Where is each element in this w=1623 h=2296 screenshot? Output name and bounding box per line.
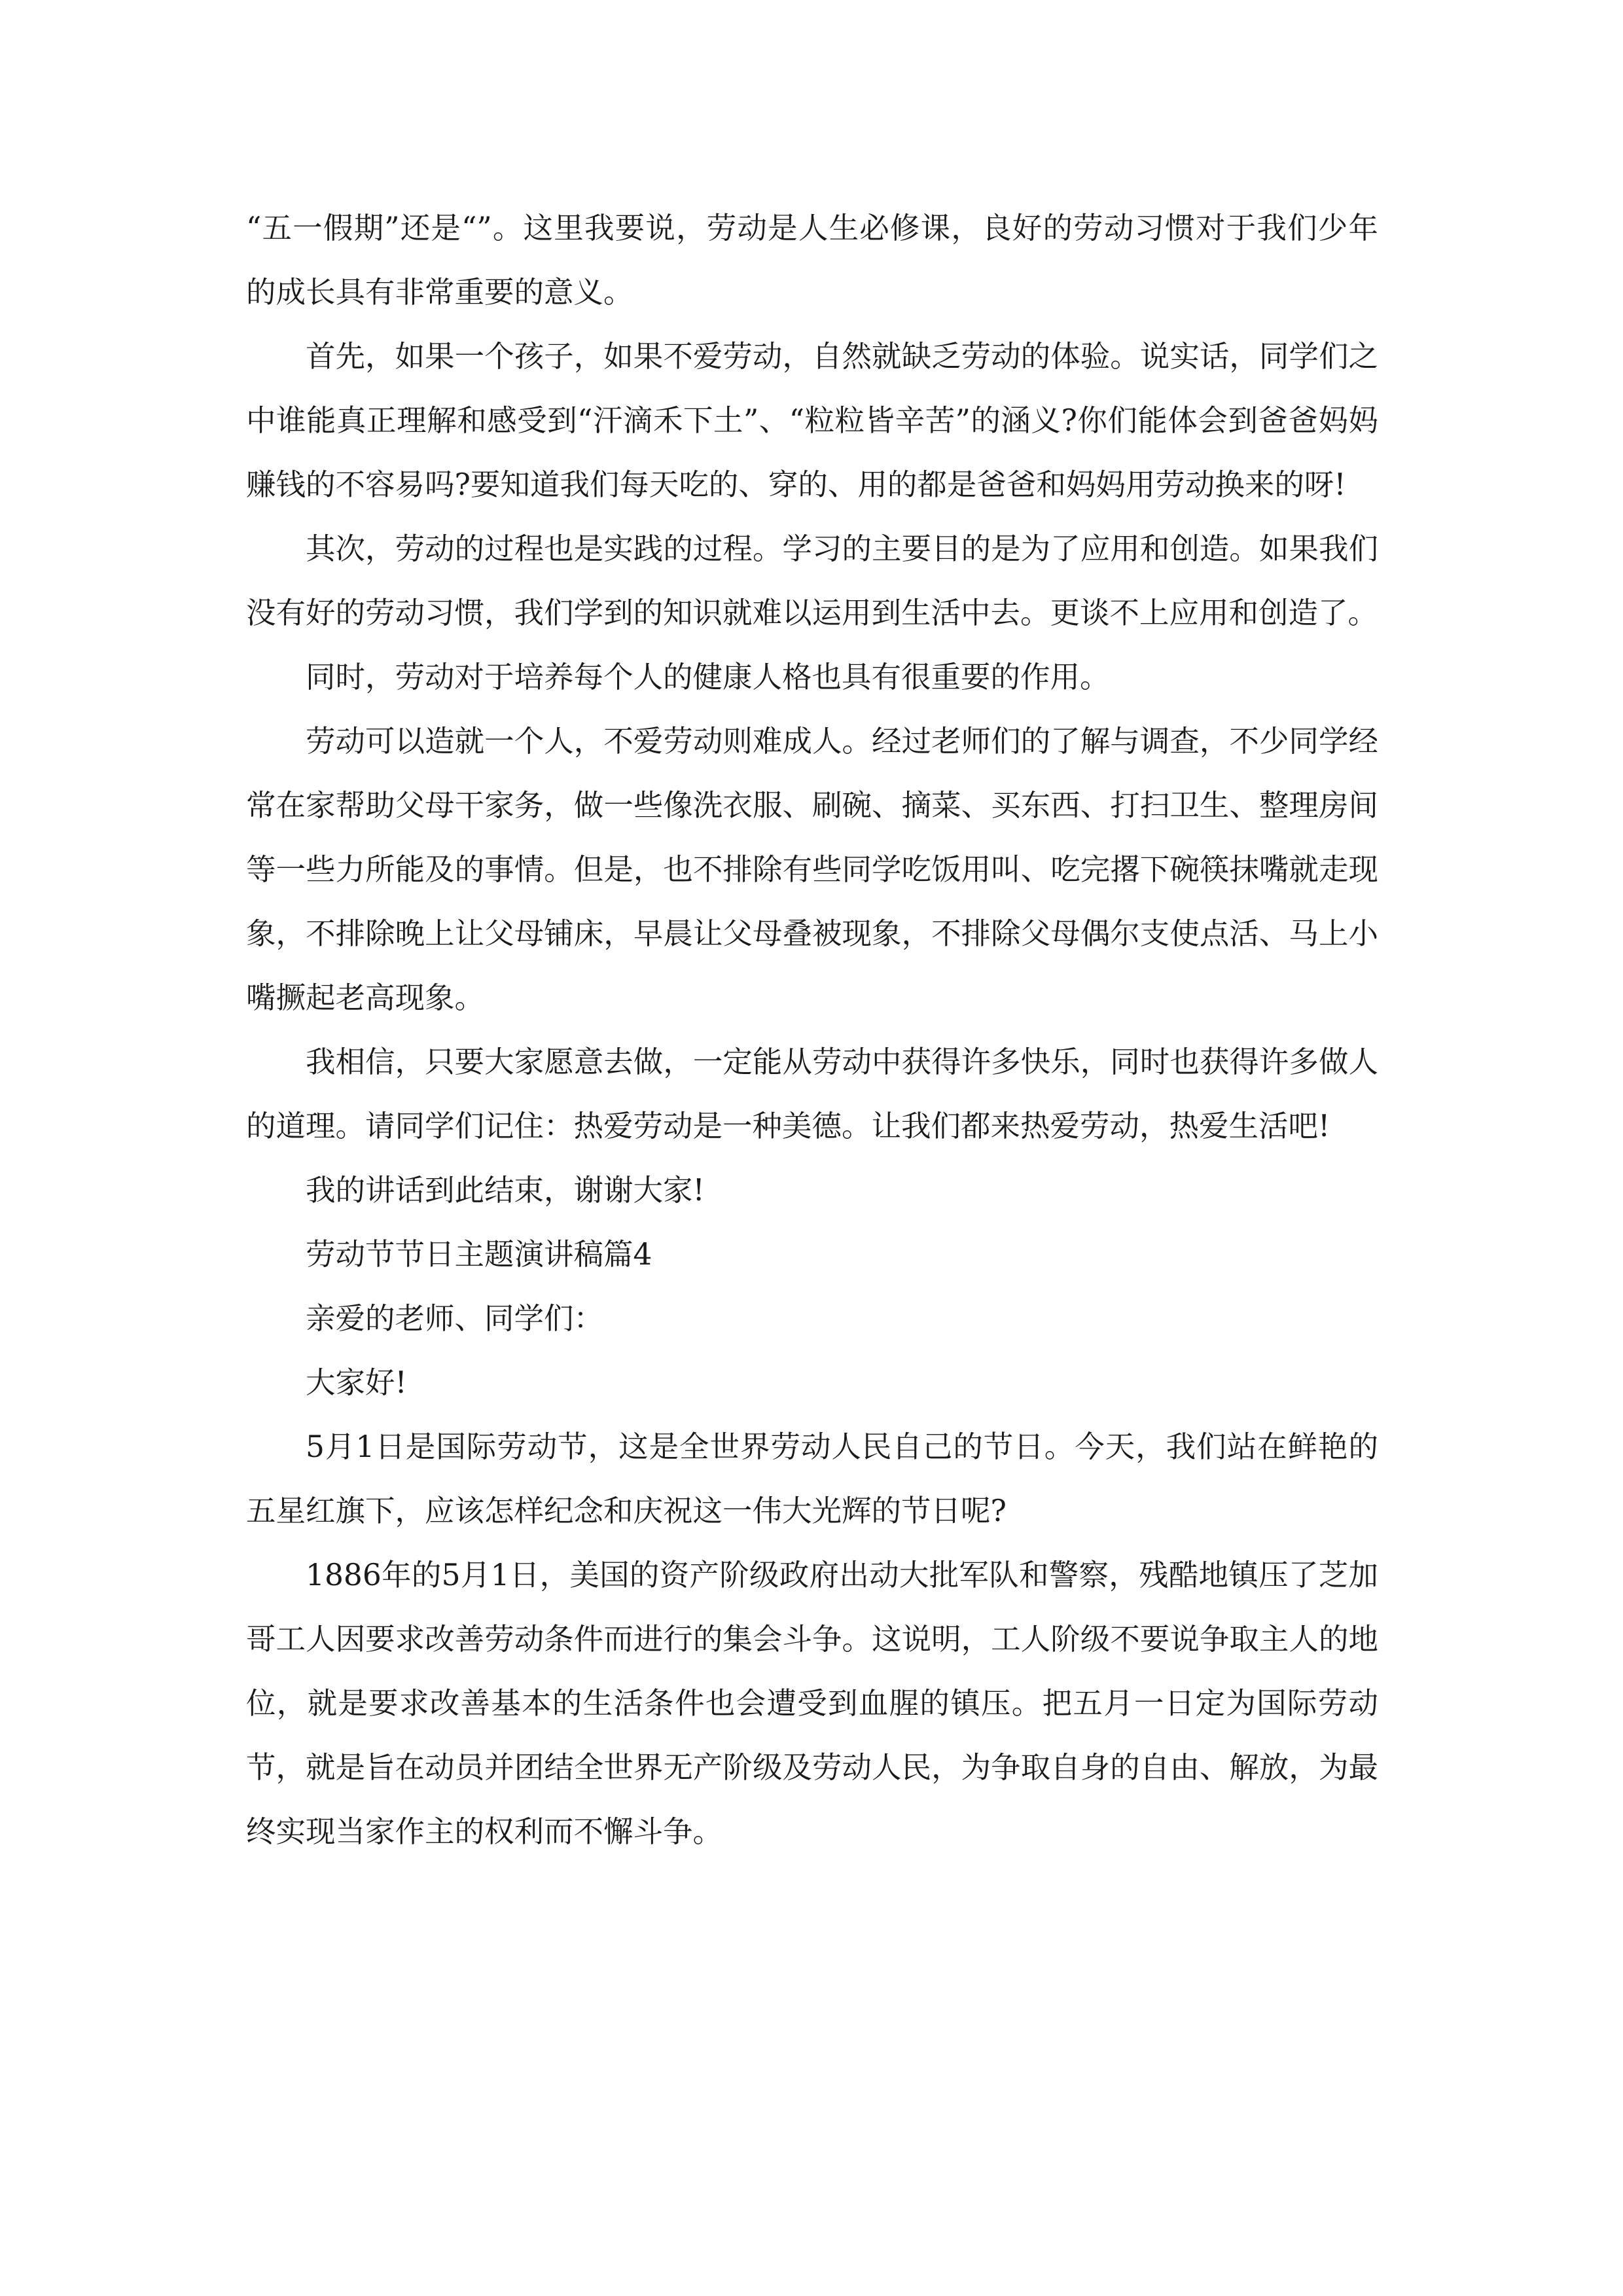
paragraph: 我的讲话到此结束，谢谢大家! — [306, 1173, 705, 1208]
paragraph: 1886年的5月1日，美国的资产阶级政府出动大批军队和警察，残酷地镇压了芝加哥工人因要求改善劳动条件而进行的集会斗争。这说明，工人阶级不要说争取主人的地位，就是要求改善基本的生活条件也会遭受到血腥的镇压。把五月一日定为国际劳动节，就是旨在动员并团结全世界无产阶级及劳动人民，为争取自身的自由、解放，为最终实现当家作主的权利而不懈斗争。 — [246, 1558, 1378, 1849]
paragraph: 我相信，只要大家愿意去做，一定能从劳动中获得许多快乐，同时也获得许多做人的道理。请同学们记住：热爱劳动是一种美德。让我们都来热爱劳动，热爱生活吧! — [246, 1045, 1378, 1143]
document-body — [246, 196, 1378, 1864]
section-heading: 劳动节节日主题演讲稿篇4 — [306, 1237, 652, 1272]
paragraph-continued: “五一假期”还是“”。这里我要说，劳动是人生必修课，良好的劳动习惯对于我们少年的成长具有非常重要的意义。 — [246, 211, 1378, 310]
salutation: 亲爱的老师、同学们： — [306, 1301, 604, 1336]
paragraph: 首先，如果一个孩子，如果不爱劳动，自然就缺乏劳动的体验。说实话，同学们之中谁能真正理解和感受到“汗滴禾下土”、“粒粒皆辛苦”的涵义?你们能体会到爸爸妈妈赚钱的不容易吗?要知道我们每天吃的、穿的、用的都是爸爸和妈妈用劳动换来的呀! — [246, 339, 1378, 502]
paragraph: 同时，劳动对于培养每个人的健康人格也具有很重要的作用。 — [306, 660, 1110, 694]
paragraph: 其次，劳动的过程也是实践的过程。学习的主要目的是为了应用和创造。如果我们没有好的劳动习惯，我们学到的知识就难以运用到生活中去。更谈不上应用和创造了。 — [246, 531, 1378, 630]
paragraph: 劳动可以造就一个人，不爱劳动则难成人。经过老师们的了解与调查，不少同学经常在家帮助父母干家务，做一些像洗衣服、刷碗、摘菜、买东西、打扫卫生、整理房间等一些力所能及的事情。但是，也不排除有些同学吃饭用叫、吃完撂下碗筷抹嘴就走现象，不排除晚上让父母铺床，早晨让父母叠被现象，不排除父母偶尔支使点活、马上小嘴撅起老高现象。 — [246, 724, 1378, 1015]
greeting: 大家好! — [306, 1365, 407, 1400]
paragraph: 5月1日是国际劳动节，这是全世界劳动人民自己的节日。今天，我们站在鲜艳的五星红旗下，应该怎样纪念和庆祝这一伟大光辉的节日呢? — [246, 1429, 1378, 1528]
